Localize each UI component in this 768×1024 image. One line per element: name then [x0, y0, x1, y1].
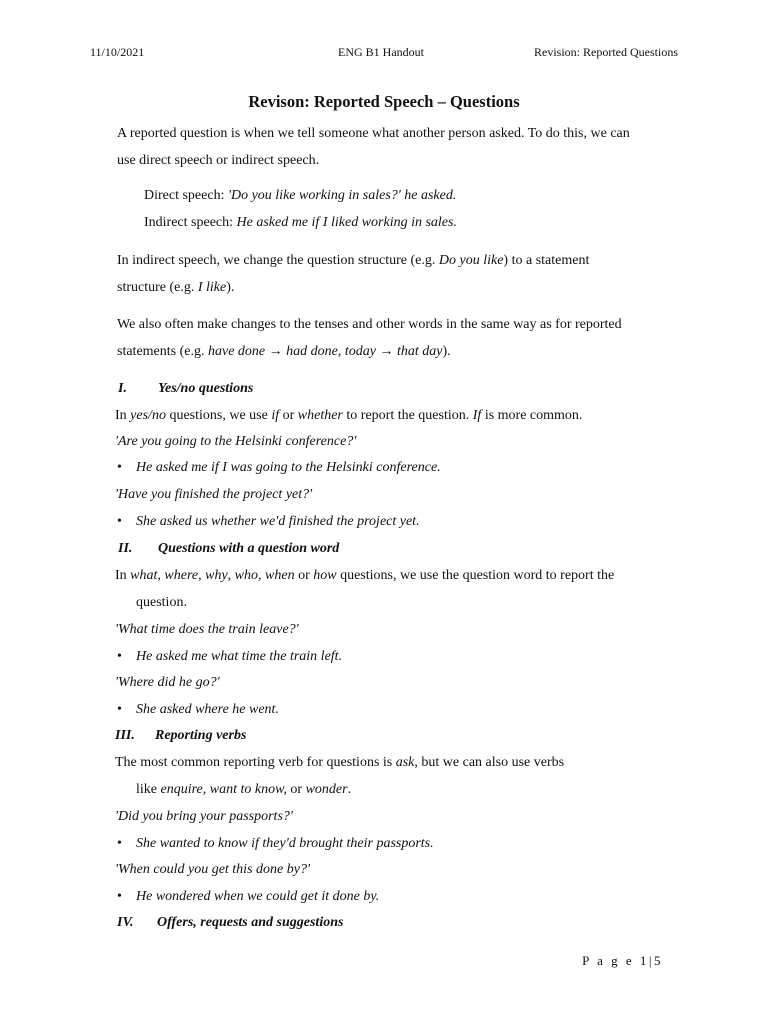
text-run: , [258, 568, 266, 583]
text-run: why [205, 568, 228, 583]
text-run: today → that day [344, 344, 443, 359]
text-run: if [271, 408, 280, 423]
section-3-heading [115, 726, 246, 746]
section-2-heading [118, 539, 339, 559]
text-run: , [157, 568, 165, 583]
example-question: 'Where did he go?' [115, 675, 220, 690]
section-1-heading [118, 379, 253, 399]
text-run: If [472, 408, 482, 423]
section-number: II. [118, 541, 133, 556]
header-course: ENG B1 Handout [338, 45, 424, 59]
text-run: how [313, 568, 337, 583]
direct-speech-line [144, 186, 456, 206]
example-question: 'Are you going to the Helsinki conference?' [115, 434, 357, 449]
indirect-speech-label: Indirect speech: [144, 215, 237, 230]
section-3-text-cont [136, 780, 351, 800]
text-run: or [279, 408, 298, 423]
paragraph-3-line-1: We also often make changes to the tenses and other words in the same way as for reported [117, 317, 622, 332]
text-run: wonder [305, 782, 348, 797]
example-answer: • He asked me if I was going to the Helsinki conference. [117, 458, 441, 478]
text-run: ask [395, 755, 415, 770]
example-question: 'What time does the train leave?' [115, 622, 299, 637]
text-run: , but we can also use verbs [414, 755, 565, 770]
text-run: In indirect speech, we change the question structure (e.g. [117, 253, 439, 268]
text-run: whether [297, 408, 343, 423]
section-number: IV. [117, 915, 134, 930]
section-title: Offers, requests and suggestions [157, 915, 344, 930]
text-run: In [115, 568, 131, 583]
indirect-speech-line [144, 213, 457, 233]
paragraph-2-line-2 [117, 278, 234, 298]
section-4-heading [117, 913, 343, 933]
text-run: to report the question. [342, 408, 473, 423]
text-run: want to know, [209, 782, 287, 797]
example-question: 'Have you finished the project yet?' [115, 487, 313, 502]
text-run: Do you like [438, 253, 504, 268]
direct-speech-label: Direct speech: [144, 188, 228, 203]
example-answer: • She asked us whether we'd finished the project yet. [117, 512, 420, 532]
text-run: where [164, 568, 199, 583]
intro-line-2: use direct speech or indirect speech. [117, 153, 320, 168]
section-number: I. [118, 381, 127, 396]
text-run: yes/no [130, 408, 166, 423]
section-3-text [115, 753, 564, 773]
direct-speech-example: 'Do you like working in sales?' he asked. [227, 188, 457, 203]
paragraph-3-line-2 [117, 342, 451, 362]
text-run: ). [442, 344, 451, 359]
text-run: or [294, 568, 314, 583]
text-run: when [265, 568, 295, 583]
page-number: P a g e 1|5 [582, 953, 663, 968]
indirect-speech-example: He asked me if I liked working in sales. [236, 215, 457, 230]
text-run: like [136, 782, 161, 797]
page-title: Revison: Reported Speech – Questions [248, 92, 520, 111]
section-title: Yes/no questions [158, 381, 254, 396]
text-run: questions, we use [165, 408, 272, 423]
text-run: structure (e.g. [117, 280, 198, 295]
header-topic: Revision: Reported Questions [534, 45, 678, 59]
text-run: . [347, 782, 352, 797]
section-title: Reporting verbs [155, 728, 247, 743]
intro-line-1: A reported question is when we tell someone what another person asked. To do this, we can [117, 126, 630, 141]
section-title: Questions with a question word [158, 541, 340, 556]
text-run: I like [197, 280, 227, 295]
text-run: ). [226, 280, 235, 295]
text-run: ) to a statement [503, 253, 590, 268]
text-run: have done → had done [207, 344, 338, 359]
text-run: who [234, 568, 259, 583]
text-run: what [130, 568, 158, 583]
text-run: , [198, 568, 206, 583]
section-1-text [115, 406, 582, 426]
text-run: is more common. [481, 408, 583, 423]
section-2-text [115, 566, 614, 586]
text-run: statements (e.g. [117, 344, 208, 359]
example-answer: • She wanted to know if they'd brought their passports. [117, 834, 434, 854]
text-run: , [337, 344, 345, 359]
header-date: 11/10/2021 [90, 45, 145, 59]
text-run: or [286, 782, 306, 797]
section-number: III. [115, 728, 135, 743]
text-run: questions, we use the question word to report the [336, 568, 615, 583]
example-answer: • She asked where he went. [117, 700, 279, 720]
example-answer: • He wondered when we could get it done by. [117, 887, 379, 907]
text-run: , [227, 568, 235, 583]
example-question: 'When could you get this done by?' [115, 862, 310, 877]
text-run: In [115, 408, 131, 423]
text-run: enquire [160, 782, 203, 797]
example-answer: • He asked me what time the train left. [117, 647, 342, 667]
section-2-text-cont: question. [136, 595, 187, 610]
example-question: 'Did you bring your passports?' [115, 809, 293, 824]
text-run: The most common reporting verb for questions is [115, 755, 396, 770]
paragraph-2-line-1 [117, 251, 589, 271]
text-run: , [202, 782, 210, 797]
